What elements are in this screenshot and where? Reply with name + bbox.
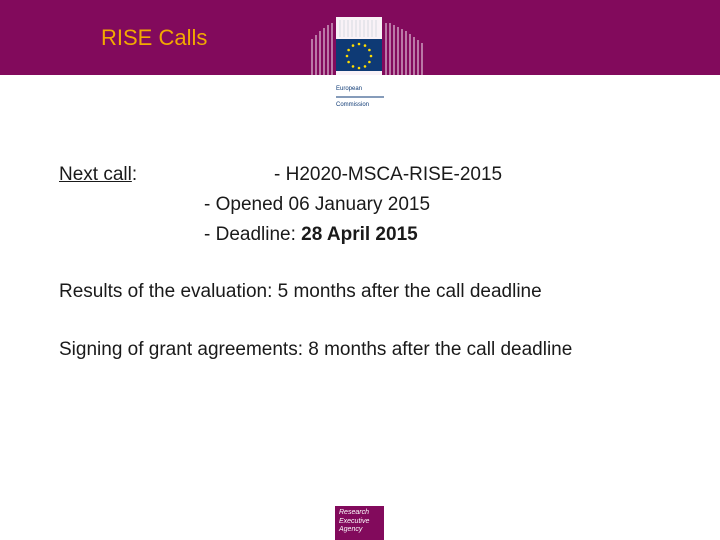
rea-line2: Executive bbox=[339, 517, 370, 525]
call-id-line: - H2020-MSCA-RISE-2015 bbox=[274, 164, 503, 185]
next-call-colon: : bbox=[131, 164, 138, 185]
next-call-label bbox=[59, 163, 137, 187]
ec-label-line1: European bbox=[336, 86, 363, 92]
deadline-date: 28 April 2015 bbox=[301, 224, 418, 245]
next-call-label-text: Next call bbox=[59, 164, 132, 185]
deadline-prefix: - Deadline: bbox=[204, 224, 302, 245]
research-executive-agency-logo bbox=[335, 506, 384, 540]
deadline-line bbox=[204, 223, 418, 247]
rea-line3: Agency bbox=[339, 526, 363, 533]
slide-title: RISE Calls bbox=[101, 25, 208, 50]
ec-label bbox=[336, 77, 396, 117]
rea-line1: Research bbox=[339, 509, 369, 516]
rea-logo-text bbox=[339, 509, 369, 535]
ec-label-line2: Commission bbox=[336, 102, 370, 108]
opened-line: - Opened 06 January 2015 bbox=[204, 194, 431, 215]
signing-line: Signing of grant agreements: 8 months after the call deadline bbox=[59, 339, 573, 360]
results-line: Results of the evaluation: 5 months after the call deadline bbox=[59, 281, 542, 302]
